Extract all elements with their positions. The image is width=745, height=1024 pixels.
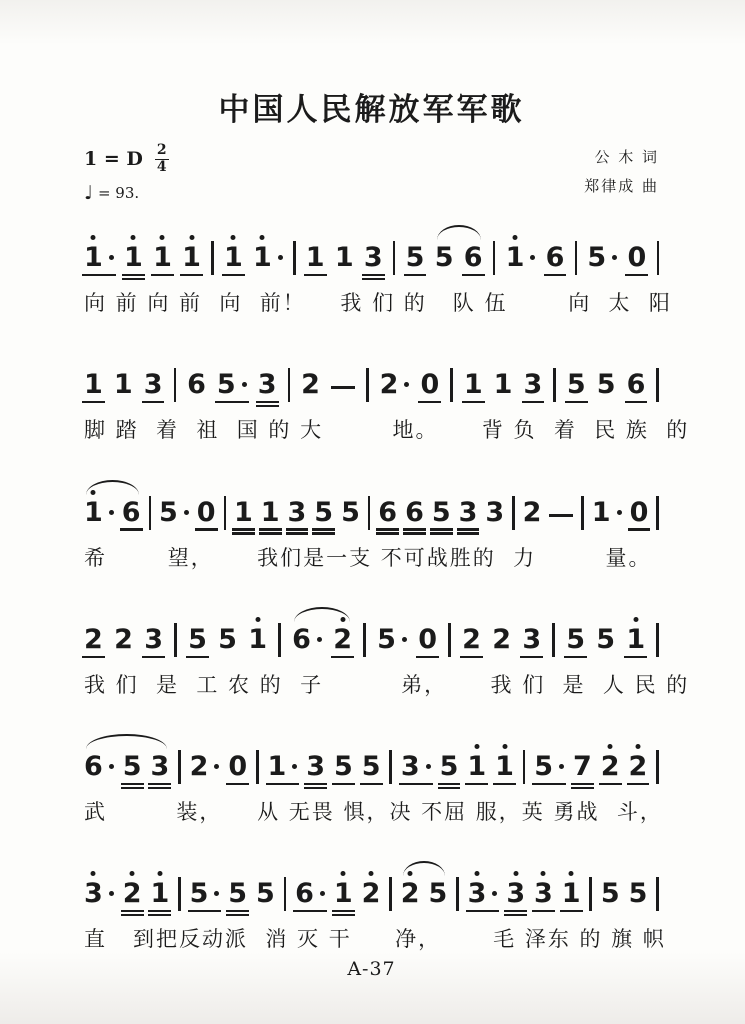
note: 1 <box>182 244 201 281</box>
octave-dot <box>189 235 194 240</box>
note: 2 <box>492 623 512 655</box>
note: 1 <box>113 369 133 401</box>
barline-icon <box>656 496 659 530</box>
note: 5 <box>567 371 586 408</box>
note: 1 <box>261 499 280 536</box>
note: 6 <box>546 244 565 281</box>
barline-icon <box>178 877 181 911</box>
note: 1 <box>306 244 325 281</box>
note: 5 <box>434 242 454 274</box>
note: 3 <box>506 880 525 917</box>
note: 1 <box>234 499 253 536</box>
note: 3 <box>150 753 169 790</box>
note: 5 <box>228 880 247 917</box>
note: 2 <box>462 626 481 663</box>
note: 5 <box>217 371 247 408</box>
note: 1 <box>84 499 114 536</box>
note: 5 <box>256 878 275 910</box>
barline-icon <box>523 750 526 784</box>
note: 1 <box>506 244 536 281</box>
slur-arc <box>294 607 350 622</box>
augmentation-dot <box>320 891 325 896</box>
octave-dot <box>474 871 479 876</box>
note: 1 <box>224 244 243 281</box>
augmentation-dot <box>242 382 247 387</box>
composer-credit: 郑律成 曲 <box>584 177 659 196</box>
time-signature-numerator: 2 <box>156 142 167 159</box>
note: 1 <box>493 369 513 401</box>
quarter-note-icon: ♩ <box>84 181 93 204</box>
barline-icon <box>575 241 578 275</box>
note: 5 <box>534 753 564 790</box>
octave-dot <box>512 235 517 240</box>
music-system <box>84 861 666 952</box>
tempo-value: = 93. <box>97 183 140 202</box>
augmentation-dot <box>402 637 407 642</box>
note: 5 <box>334 753 353 790</box>
song-title: 中国人民解放军军歌 <box>218 92 525 128</box>
note: 1 <box>467 753 486 790</box>
key-tempo-block <box>84 143 169 204</box>
barline-icon <box>366 368 369 402</box>
note: 1 <box>150 880 169 917</box>
rest-note: 0 <box>197 499 216 536</box>
augmentation-dot <box>612 255 617 260</box>
octave-dot <box>474 744 479 749</box>
octave-dot <box>131 235 136 240</box>
lyrics-line: 武 装， 从 无畏 惧，决 不屈 服，英 勇战 斗， <box>84 799 663 824</box>
note: 3 <box>485 496 505 528</box>
notation-row <box>84 861 659 917</box>
barline-icon <box>512 496 515 530</box>
note: 7 <box>573 753 592 790</box>
slur-arc <box>437 225 481 240</box>
notation-row <box>84 225 659 281</box>
time-signature <box>155 143 169 175</box>
note: 6 <box>464 244 483 281</box>
note: 3 <box>468 880 498 917</box>
note: 1 <box>562 880 581 917</box>
tempo-marking <box>84 182 169 204</box>
note: 5 <box>428 878 448 910</box>
lyrics-line: 脚 踏 着 祖 国 的 大 地。 背 负 着 民 族 的 <box>84 418 690 443</box>
augmentation-dot <box>426 764 431 769</box>
note: 5 <box>628 878 648 910</box>
note: 1 <box>124 244 143 281</box>
notation-row <box>84 607 659 663</box>
note: 5 <box>440 753 459 790</box>
note: 3 <box>144 626 163 663</box>
note: 2 <box>333 626 352 663</box>
lyricist-credit: 公 木 词 <box>594 148 659 167</box>
rest-note: 0 <box>228 753 247 790</box>
note: 1 <box>153 244 172 281</box>
half-note-dash <box>549 514 573 517</box>
barline-icon <box>456 877 459 911</box>
note: 3 <box>364 244 383 281</box>
octave-dot <box>541 871 546 876</box>
page-number: A-37 <box>347 958 396 981</box>
note: 1 <box>334 242 354 274</box>
note: 5 <box>377 626 407 663</box>
augmentation-dot <box>278 255 283 260</box>
note: 5 <box>123 753 142 790</box>
note: 2 <box>601 753 620 790</box>
half-note-dash <box>331 386 355 389</box>
note: 1 <box>253 244 283 281</box>
note: 2 <box>522 496 542 528</box>
barline-icon <box>657 241 660 275</box>
octave-dot <box>231 235 236 240</box>
note: 5 <box>432 499 451 536</box>
octave-dot <box>608 744 613 749</box>
note: 1 <box>592 499 622 536</box>
key-signature <box>84 143 169 175</box>
augmentation-dot <box>404 382 409 387</box>
note: 3 <box>306 753 325 790</box>
note: 1 <box>334 880 353 917</box>
barline-icon <box>656 750 659 784</box>
augmentation-dot <box>214 764 219 769</box>
barline-icon <box>284 877 287 911</box>
note: 6 <box>292 626 322 663</box>
augmentation-dot <box>317 637 322 642</box>
note: 5 <box>190 880 220 917</box>
slur-arc <box>403 861 445 876</box>
note: 2 <box>190 753 220 790</box>
barline-icon <box>393 241 396 275</box>
slur-arc <box>86 734 167 749</box>
note: 3 <box>258 371 277 408</box>
note: 1 <box>268 753 298 790</box>
augmentation-dot <box>617 510 622 515</box>
octave-dot <box>368 871 373 876</box>
barline-icon <box>256 750 259 784</box>
music-systems <box>84 225 690 952</box>
notation-row <box>84 352 659 408</box>
augmentation-dot <box>109 510 114 515</box>
barline-icon <box>211 241 214 275</box>
note: 2 <box>123 880 142 917</box>
rest-note: 0 <box>418 626 437 663</box>
barline-icon <box>224 496 227 530</box>
note: 3 <box>84 880 114 917</box>
barline-icon <box>293 241 296 275</box>
note: 1 <box>84 371 103 408</box>
music-system <box>84 352 690 443</box>
music-system <box>84 607 690 698</box>
note: 2 <box>84 626 103 663</box>
barline-icon <box>656 368 659 402</box>
octave-dot <box>260 235 265 240</box>
barline-icon <box>552 623 555 657</box>
octave-dot <box>160 235 165 240</box>
note: 1 <box>84 244 114 281</box>
barline-icon <box>493 241 496 275</box>
octave-dot <box>513 871 518 876</box>
augmentation-dot <box>292 764 297 769</box>
note: 3 <box>522 626 541 663</box>
octave-dot <box>255 617 260 622</box>
barline-icon <box>174 368 177 402</box>
note: 1 <box>626 626 645 663</box>
rest-note: 0 <box>627 244 646 281</box>
barline-icon <box>450 368 453 402</box>
barline-icon <box>656 623 659 657</box>
note: 5 <box>566 626 585 663</box>
augmentation-dot <box>184 510 189 515</box>
barline-icon <box>178 750 181 784</box>
barline-icon <box>278 623 281 657</box>
augmentation-dot <box>492 891 497 896</box>
barline-icon <box>553 368 556 402</box>
note: 3 <box>459 499 478 536</box>
note: 5 <box>362 753 381 790</box>
octave-dot <box>91 235 96 240</box>
barline-icon <box>368 496 371 530</box>
note: 1 <box>248 626 267 663</box>
note: 5 <box>341 496 360 528</box>
note: 2 <box>301 369 320 401</box>
barline-icon <box>288 368 291 402</box>
note: 3 <box>144 371 163 408</box>
note: 2 <box>629 753 648 790</box>
augmentation-dot <box>214 891 219 896</box>
notation-row <box>84 480 659 536</box>
barline-icon <box>363 623 366 657</box>
note: 5 <box>596 623 616 655</box>
augmentation-dot <box>109 764 114 769</box>
barline-icon <box>448 623 451 657</box>
music-system <box>84 480 659 571</box>
octave-dot <box>569 871 574 876</box>
note: 5 <box>314 499 333 536</box>
note: 5 <box>587 244 617 281</box>
note: 6 <box>295 880 325 917</box>
barline-icon <box>389 877 392 911</box>
octave-dot <box>633 617 638 622</box>
barline-icon <box>656 877 659 911</box>
notation-row <box>84 734 659 790</box>
lyrics-line: 直 到把反动派 消 灭 干 净， 毛 泽东 的 旗 帜 <box>84 927 666 952</box>
barline-icon <box>174 623 177 657</box>
note: 6 <box>378 499 397 536</box>
music-system <box>84 225 672 316</box>
note: 6 <box>84 753 114 790</box>
note: 3 <box>524 371 543 408</box>
octave-dot <box>635 744 640 749</box>
slur-arc <box>86 480 139 495</box>
note: 6 <box>405 499 424 536</box>
note: 6 <box>187 369 206 401</box>
credits-block <box>584 143 659 202</box>
music-system <box>84 734 663 825</box>
note: 2 <box>401 880 420 917</box>
octave-dot <box>502 744 507 749</box>
rest-note: 0 <box>420 371 439 408</box>
octave-dot <box>341 871 346 876</box>
note: 5 <box>406 244 425 281</box>
barline-icon <box>589 877 592 911</box>
note: 6 <box>122 499 141 536</box>
augmentation-dot <box>559 764 564 769</box>
note: 5 <box>596 369 616 401</box>
barline-icon <box>581 496 584 530</box>
rest-note: 0 <box>630 499 649 536</box>
lyrics-line: 向 前 向 前 向 前！ 我 们 的 队 伍 向 太 阳 <box>84 291 672 316</box>
note: 2 <box>114 623 133 655</box>
note: 1 <box>464 371 483 408</box>
note: 2 <box>380 371 410 408</box>
octave-dot <box>157 871 162 876</box>
augmentation-dot <box>530 255 535 260</box>
note: 3 <box>288 499 307 536</box>
note: 5 <box>218 623 237 655</box>
note: 1 <box>495 753 514 790</box>
octave-dot <box>130 871 135 876</box>
note: 2 <box>362 880 381 917</box>
note: 6 <box>627 371 646 408</box>
time-signature-denominator: 4 <box>156 158 167 175</box>
augmentation-dot <box>109 255 114 260</box>
note: 3 <box>534 880 553 917</box>
octave-dot <box>91 871 96 876</box>
augmentation-dot <box>109 891 114 896</box>
barline-icon <box>149 496 152 530</box>
key-signature-text: 1 = D <box>84 148 143 171</box>
note: 3 <box>401 753 431 790</box>
note: 5 <box>600 878 620 910</box>
lyrics-line: 我 们 是 工 农 的 子 弟， 我 们 是 人 民 的 <box>84 672 690 697</box>
note: 5 <box>159 499 189 536</box>
barline-icon <box>389 750 392 784</box>
lyrics-line: 希 望， 我们是一支 不可战胜的 力 量。 <box>84 545 652 570</box>
meta-row <box>84 143 659 207</box>
note: 5 <box>188 626 207 663</box>
